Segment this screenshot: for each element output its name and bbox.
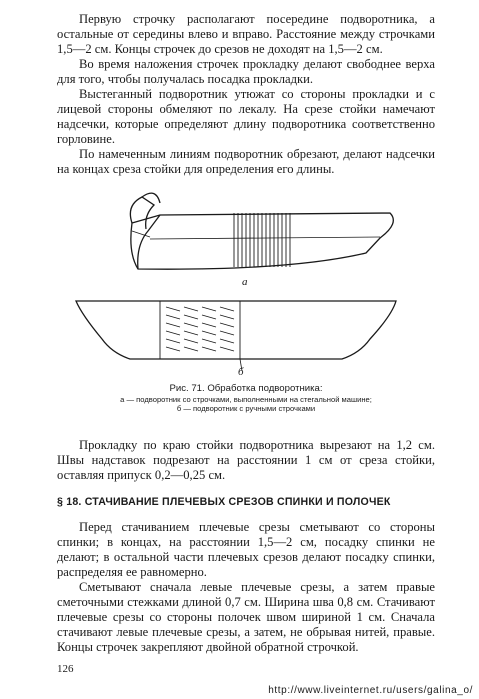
figure-label-b: б <box>238 366 244 378</box>
figure-caption <box>57 383 435 413</box>
caption-title: Рис. 71. Обработка подворотника: <box>169 383 323 394</box>
caption-line-a: а — подворотник со строчками, выполненными на стегальной машине; <box>120 395 372 404</box>
figure-label-a: а <box>242 276 248 288</box>
caption-line-b: б — подворотник с ручными строчками <box>176 404 316 413</box>
paragraph: Выстеганный подворотник утюжат со стороны прокладки и с лицевой стороны обмеляют по лекалу. На срезе стойки намечают надсечки, которые определяют длину подворотника соответственно горловине. <box>57 87 435 146</box>
middle-text <box>57 438 435 483</box>
bottom-text <box>57 520 435 655</box>
paragraph: Сметывают сначала левые плечевые срезы, а затем правые сметочными стежками длиной 0,7 см. Ширина шва 0,8 см. Стачивают плечевые срезы со стороны полочек швом шириной 1 см. Сначала стачивают левые плечевые срезы, а затем, не обрывая нитей, правые. Концы строчек закрепляют двойной обратной строчкой. <box>57 580 435 654</box>
stitching-a <box>234 213 290 267</box>
paragraph: Перед стачиванием плечевые срезы сметывают со стороны спинки; в концах, на расстоянии 1,5—2 см, посадку спинки не делают; в остальной части плечевых срезов делают посадку спинки, распределяя ее равномерно. <box>57 520 435 579</box>
paragraph: По намеченным линиям подворотник обрезают, делают надсечки на концах среза стойки для определения его длины. <box>57 147 435 176</box>
top-text <box>57 12 435 177</box>
page-number: 126 <box>57 663 74 675</box>
section-heading: § 18. СТАЧИВАНИЕ ПЛЕЧЕВЫХ СРЕЗОВ СПИНКИ И ПОЛОЧЕК <box>57 496 391 508</box>
stitching-b <box>166 307 242 371</box>
collar-b-drawing <box>76 301 396 359</box>
figure-71 <box>70 183 410 378</box>
footer-url[interactable]: http://www.liveinternet.ru/users/galina_o/ <box>268 685 473 696</box>
paragraph: Во время наложения строчек прокладку делают свободнее верха для того, чтобы получалась посадка прокладки. <box>57 57 435 86</box>
paragraph: Первую строчку располагают посередине подворотника, а остальные от середины влево и вправо. Расстояние между строчками 1,5—2 см. Концы строчек до срезов не доходят на 1,5—2 см. <box>57 12 435 56</box>
paragraph: Прокладку по краю стойки подворотника вырезают на 1,2 см. Швы надставок подрезают на расстоянии 1 см от среза стойки, оставляя припуск 0,2—0,25 см. <box>57 438 435 482</box>
